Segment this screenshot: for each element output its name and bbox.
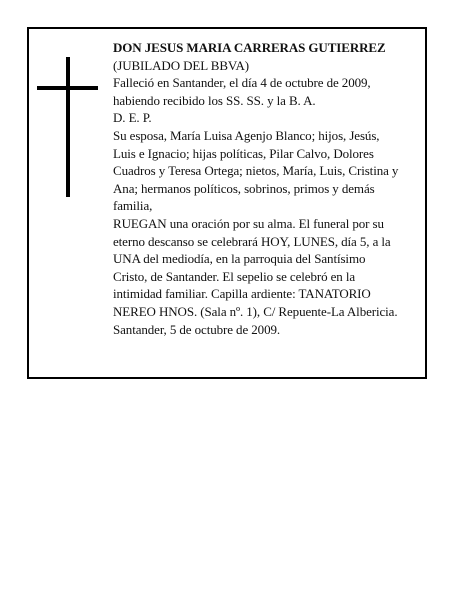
funeral-line: Cristo, de Santander. El sepelio se celebró en la [113,268,356,284]
deceased-title: (JUBILADO DEL BBVA) [113,57,250,73]
funeral-line: UNA del mediodía, en la parroquia del Santísimo [113,251,366,267]
cross-vertical-bar [66,57,70,197]
obituary-text [113,39,423,338]
cross-horizontal-bar [37,86,98,90]
family-line: Ana; hermanos políticos, sobrinos, primos y demás [113,180,375,196]
family-line: Luis e Ignacio; hijas políticas, Pilar Calvo, Dolores [113,145,374,161]
funeral-line: eterno descanso se celebrará HOY, LUNES, día 5, a la [113,233,391,249]
death-statement-line: habiendo recibido los SS. SS. y la B. A. [113,92,316,108]
rip-line: D. E. P. [113,110,152,126]
death-statement-line: Falleció en Santander, el día 4 de octubre de 2009, [113,75,371,91]
funeral-line: intimidad familiar. Capilla ardiente: TANATORIO [113,286,371,302]
family-line: Cuadros y Teresa Ortega; nietos, María, Luis, Cristina y [113,163,399,179]
funeral-line: NEREO HNOS. (Sala nº. 1), C/ Repuente-La Albericia. [113,303,398,319]
date-line: Santander, 5 de octubre de 2009. [113,321,281,337]
funeral-line: RUEGAN una oración por su alma. El funeral por su [113,215,384,231]
family-line: Su esposa, María Luisa Agenjo Blanco; hijos, Jesús, [113,127,380,143]
family-line: familia, [113,198,153,214]
deceased-name: DON JESUS MARIA CARRERAS GUTIERREZ [113,40,386,55]
